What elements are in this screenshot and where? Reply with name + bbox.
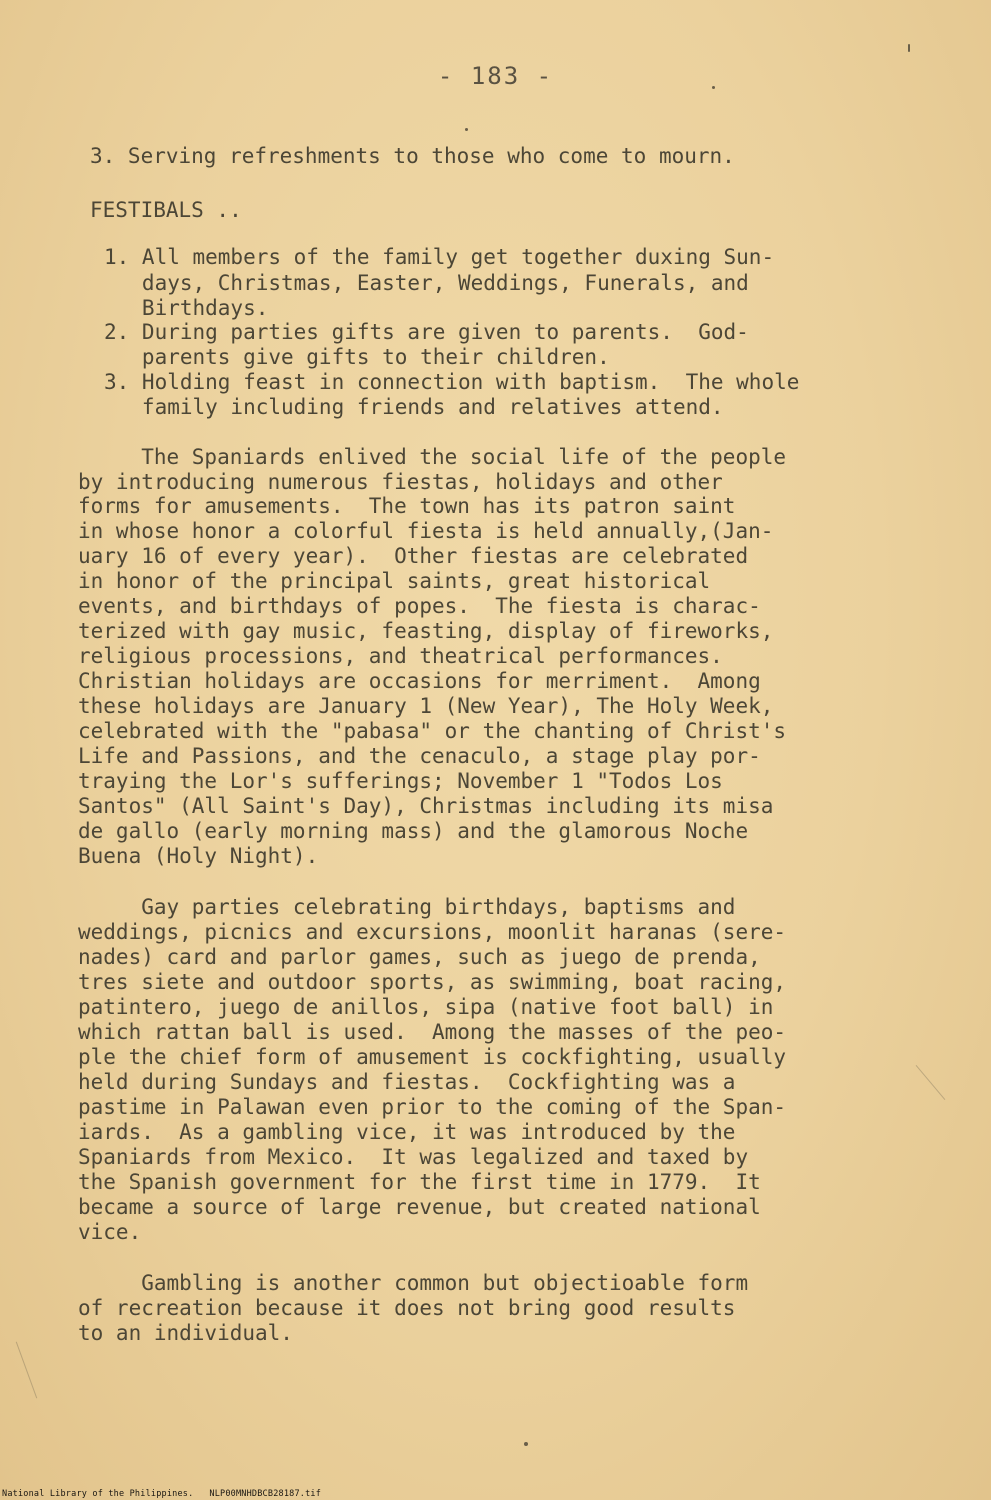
paragraph-2-line-1: Gay parties celebrating birthdays, baptisms and <box>78 895 736 919</box>
paragraph-1-line-13: Life and Passions, and the cenaculo, a stage play por- <box>78 744 761 768</box>
paragraph-1-line-11: these holidays are January 1 (New Year), The Holy Week, <box>78 694 774 718</box>
paragraph-2-line-7: ple the chief form of amusement is cockfighting, usually <box>78 1045 787 1069</box>
paragraph-1-line-5: uary 16 of every year). Other fiestas are celebrated <box>78 544 749 568</box>
paragraph-2-line-3: nades) card and parlor games, such as juego de prenda, <box>78 945 761 969</box>
paragraph-2-line-10: iards. As a gambling vice, it was introduced by the <box>78 1120 736 1144</box>
paragraph-2-line-5: patintero, juego de anillos, sipa (native foot ball) in <box>78 995 774 1019</box>
scan-speck <box>712 86 715 89</box>
paragraph-1-line-14: traying the Lor's sufferings; November 1 "Todos Los <box>78 769 723 793</box>
paragraph-1-line-8: terized with gay music, feasting, display of fireworks, <box>78 619 774 643</box>
scan-speck <box>465 128 468 131</box>
festivals-heading: FESTIBALS .. <box>90 198 242 222</box>
festival-item-2-line-2: parents give gifts to their children. <box>104 345 610 369</box>
paragraph-2-line-4: tres siete and outdoor sports, as swimming, boat racing, <box>78 970 787 994</box>
paragraph-1-line-6: in honor of the principal saints, great historical <box>78 569 711 593</box>
paragraph-2-line-11: Spaniards from Mexico. It was legalized and taxed by <box>78 1145 749 1169</box>
paragraph-3-line-3: to an individual. <box>78 1321 293 1345</box>
paragraph-2-line-6: which rattan ball is used. Among the masses of the peo- <box>78 1020 787 1044</box>
paragraph-1-line-12: celebrated with the "pabasa" or the chanting of Christ's <box>78 719 787 743</box>
paragraph-1-line-4: in whose honor a colorful fiesta is held annually,(Jan- <box>78 519 774 543</box>
paragraph-1-line-16: de gallo (early morning mass) and the glamorous Noche <box>78 819 749 843</box>
festival-item-1-line-2: days, Christmas, Easter, Weddings, Funerals, and <box>104 271 749 295</box>
footer-credit: National Library of the Philippines. NLP00MNHDBCB28187.tif <box>2 1489 322 1499</box>
pencil-mark <box>16 1342 37 1399</box>
paragraph-1-line-7: events, and birthdays of popes. The fiesta is charac- <box>78 594 761 618</box>
festival-item-2-line-1: 2. During parties gifts are given to parents. God- <box>104 320 749 344</box>
festival-item-1-line-3: Birthdays. <box>104 296 269 320</box>
scan-speck <box>524 1442 528 1446</box>
paragraph-1-line-1: The Spaniards enlived the social life of the people <box>78 445 787 469</box>
paragraph-1-line-3: forms for amusements. The town has its patron saint <box>78 494 736 518</box>
paragraph-1-line-2: by introducing numerous fiestas, holidays and other <box>78 470 723 494</box>
paragraph-2-line-8: held during Sundays and fiestas. Cockfighting was a <box>78 1070 736 1094</box>
page-number: - 183 - <box>437 62 554 90</box>
mourning-item-3: 3. Serving refreshments to those who come to mourn. <box>90 144 735 168</box>
paragraph-1-line-17: Buena (Holy Night). <box>78 844 319 868</box>
paragraph-1-line-9: religious processions, and theatrical performances. <box>78 644 723 668</box>
paragraph-3-line-2: of recreation because it does not bring good results <box>78 1296 736 1320</box>
festival-item-1-line-1: 1. All members of the family get together duxing Sun- <box>104 245 775 269</box>
paragraph-2-line-9: pastime in Palawan even prior to the coming of the Span- <box>78 1095 787 1119</box>
pencil-mark <box>916 1065 946 1100</box>
scan-speck <box>908 44 910 52</box>
paragraph-2-line-2: weddings, picnics and excursions, moonlit haranas (sere- <box>78 920 787 944</box>
paragraph-2-line-14: vice. <box>78 1220 142 1244</box>
festival-item-3-line-1: 3. Holding feast in connection with baptism. The whole <box>104 370 800 394</box>
paragraph-1-line-10: Christian holidays are occasions for merriment. Among <box>78 669 761 693</box>
paragraph-1-line-15: Santos" (All Saint's Day), Christmas including its misa <box>78 794 774 818</box>
paragraph-2-line-13: became a source of large revenue, but created national <box>78 1195 761 1219</box>
paragraph-3-line-1: Gambling is another common but objectioable form <box>78 1271 749 1295</box>
paragraph-2-line-12: the Spanish government for the first time in 1779. It <box>78 1170 761 1194</box>
festival-item-3-line-2: family including friends and relatives attend. <box>104 395 724 419</box>
